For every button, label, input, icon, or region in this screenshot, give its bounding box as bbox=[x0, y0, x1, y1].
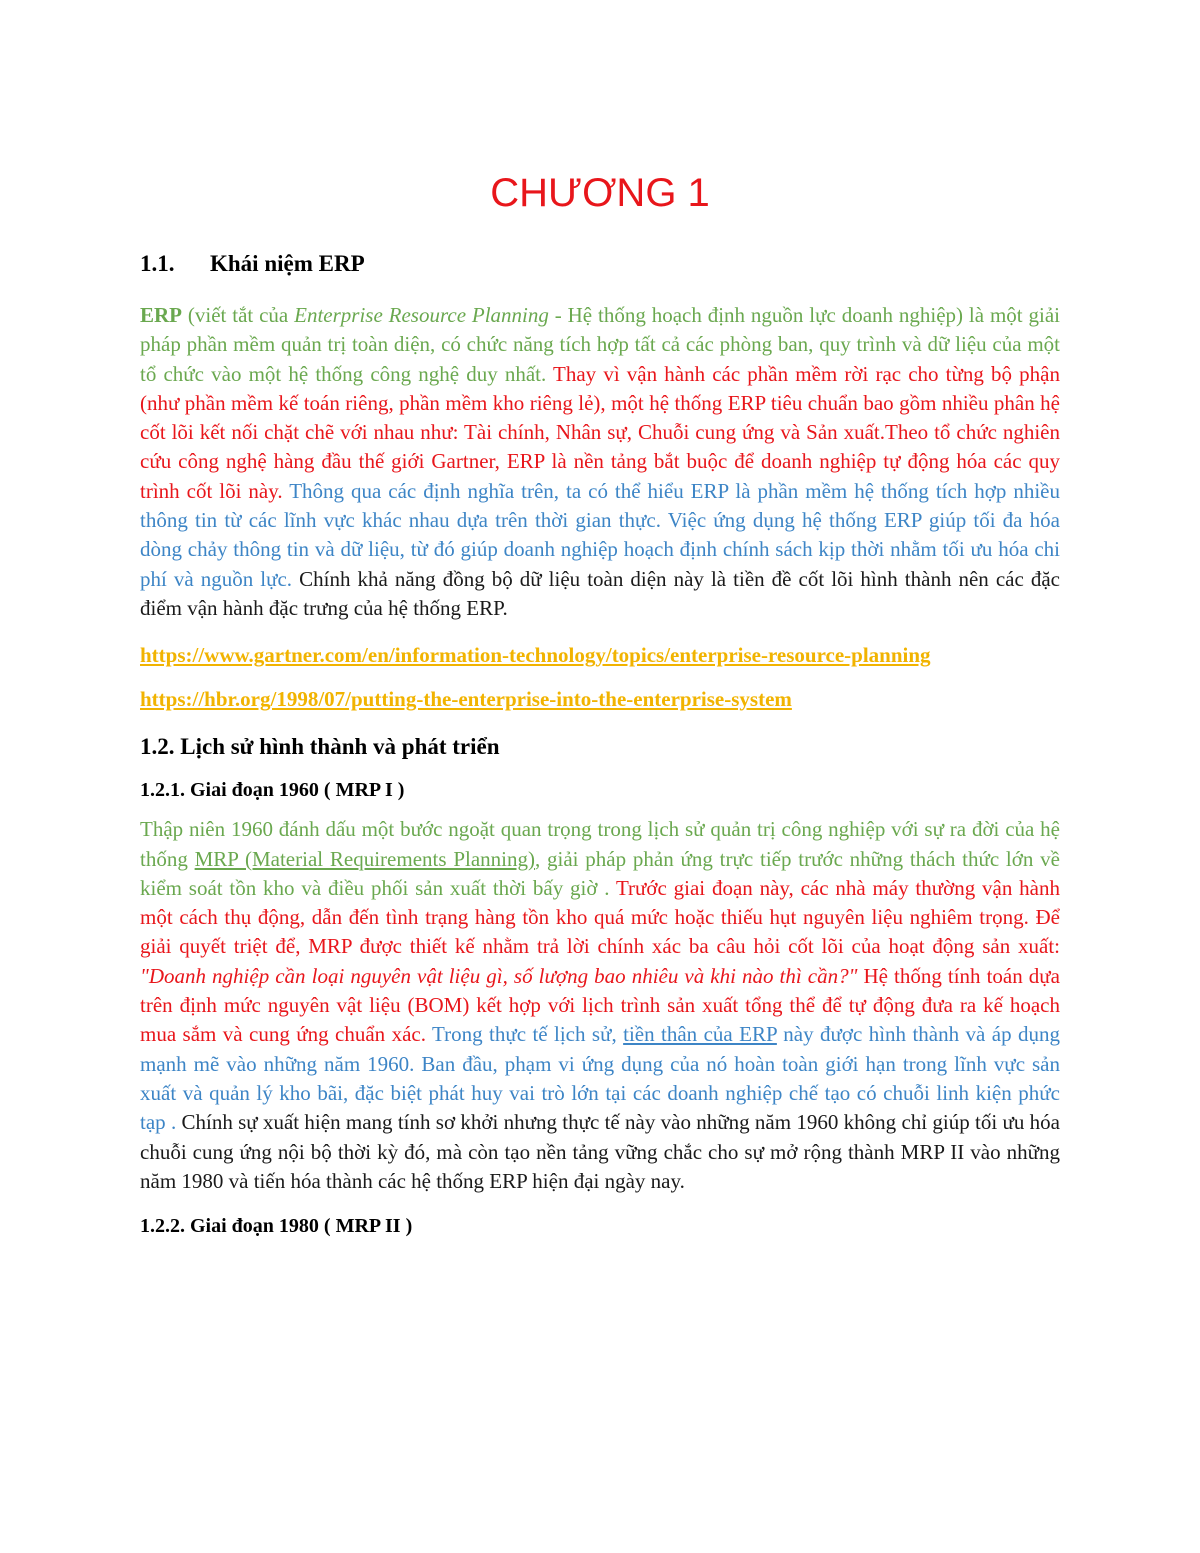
erp-definition-paragraph bbox=[140, 301, 1060, 623]
text-run: , giải pháp phản ứng trực tiếp trước những thách thức lớn về kiểm soát tồn kho và điều phối sản xuất thời bấy giờ . bbox=[140, 846, 1060, 900]
text-run: Chính khả năng đồng bộ dữ liệu toàn diện này là tiền đề cốt lõi hình thành nên các đặc điểm vận hành đặc trưng của hệ thống ERP. bbox=[140, 566, 1060, 620]
text-run: Chính sự xuất hiện mang tính sơ khởi nhưng thực tế này vào những năm 1960 không chỉ giúp tối ưu hóa chuỗi cung ứng nội bộ thời kỳ đó, mà còn tạo nền tảng vững chắc cho sự mở rộng thành MRP II vào những năm 1980 và tiến hóa thành các hệ thống ERP hiện đại ngày nay. bbox=[140, 1110, 1060, 1193]
reference-link-gartner[interactable]: https://www.gartner.com/en/information-technology/topics/enterprise-resource-planning bbox=[140, 643, 931, 668]
erp-term: ERP bbox=[140, 303, 182, 327]
text-run-italic: Enterprise Resource Planning bbox=[294, 303, 549, 327]
subsection-heading-1-2-1: 1.2.1. Giai đoạn 1960 ( MRP I ) bbox=[140, 779, 405, 802]
text-run: Trước giai đoạn này, các nhà máy thường vận hành một cách thụ động, dẫn đến tình trạng hàng tồn kho quá mức hoặc thiếu hụt nguyên liệu nghiêm trọng. Để giải quyết triệt để, MRP được thiết kế nhằm trả lời chính xác ba câu hỏi cốt lõi của hoạt động sản xuất: bbox=[140, 875, 1060, 959]
subsection-heading-1-2-2: 1.2.2. Giai đoạn 1980 ( MRP II ) bbox=[140, 1215, 413, 1238]
reference-link-hbr[interactable]: https://hbr.org/1998/07/putting-the-enterprise-into-the-enterprise-system bbox=[140, 687, 792, 712]
text-run: Thay vì vận hành các phần mềm rời rạc cho từng bộ phận (như phần mềm kế toán riêng, phần mềm kho riêng lẻ), một hệ thống ERP tiêu chuẩn bao gồm nhiều phân hệ cốt lõi kết nối chặt chẽ với nhau như: Tài chính, Nhân sự, Chuỗi cung ứng và Sản xuất.Theo tổ chức nghiên cứu công nghệ hàng đầu thế giới Gartner, ERP là nền tảng bắt buộc để doanh nghiệp tự động hóa các quy trình cốt lõi này. bbox=[140, 361, 1060, 503]
text-run: này được hình thành và áp dụng mạnh mẽ vào những năm 1960. Ban đầu, phạm vi ứng dụng của nó hoàn toàn giới hạn trong lĩnh vực sản xuất và quản lý kho bãi, đặc biệt phát huy vai trò lớn tại các doanh nghiệp chế tạo có chuỗi linh kiện phức tạp . bbox=[140, 1022, 1060, 1135]
text-run-italic: "Doanh nghiệp cần loại nguyên vật liệu gì, số lượng bao nhiêu và khi nào thì cần?" bbox=[140, 963, 858, 988]
text-run: Hệ thống tính toán dựa trên định mức nguyên vật liệu (BOM) kết hợp với lịch trình sản xuất tổng thể để tự động đưa ra kế hoạch mua sắm và cung ứng chuẩn xác. bbox=[140, 963, 1060, 1047]
section-heading-1-1 bbox=[140, 249, 1060, 279]
mrp-history-paragraph bbox=[140, 815, 1060, 1196]
section-title: Khái niệm ERP bbox=[210, 251, 365, 276]
erp-predecessor-link[interactable]: tiền thân của ERP bbox=[623, 1022, 777, 1047]
text-run: Thông qua các định nghĩa trên, ta có thể hiểu ERP là phần mềm hệ thống tích hợp nhiều thông tin từ các lĩnh vực khác nhau dựa trên thời gian thực. Việc ứng dụng hệ thống ERP giúp tối đa hóa dòng chảy thông tin và dữ liệu, từ đó giúp doanh nghiệp hoạch định chính sách kịp thời nhằm tối ưu hóa chi phí và nguồn lực. bbox=[140, 478, 1061, 591]
chapter-title: CHƯƠNG 1 bbox=[490, 171, 710, 215]
section-heading-1-2: 1.2. Lịch sử hình thành và phát triển bbox=[140, 734, 500, 760]
text-run: - Hệ thống hoạch định nguồn lực doanh nghiệp) là một giải pháp phần mềm quản trị toàn diện, có chức năng tích hợp tất cả các phòng ban, quy trình và dữ liệu của một tổ chức vào một hệ thống công nghệ duy nhất. bbox=[140, 303, 1060, 386]
text-run: (viết tắt của bbox=[182, 303, 295, 327]
section-number: 1.1. bbox=[140, 251, 175, 276]
text-run: Thập niên 1960 đánh dấu một bước ngoặt quan trọng trong lịch sử quản trị công nghiệp với sự ra đời của hệ thống bbox=[140, 817, 1060, 871]
mrp-link[interactable]: MRP (Material Requirements Planning) bbox=[194, 846, 535, 871]
text-run: Trong thực tế lịch sử, bbox=[425, 1022, 624, 1047]
